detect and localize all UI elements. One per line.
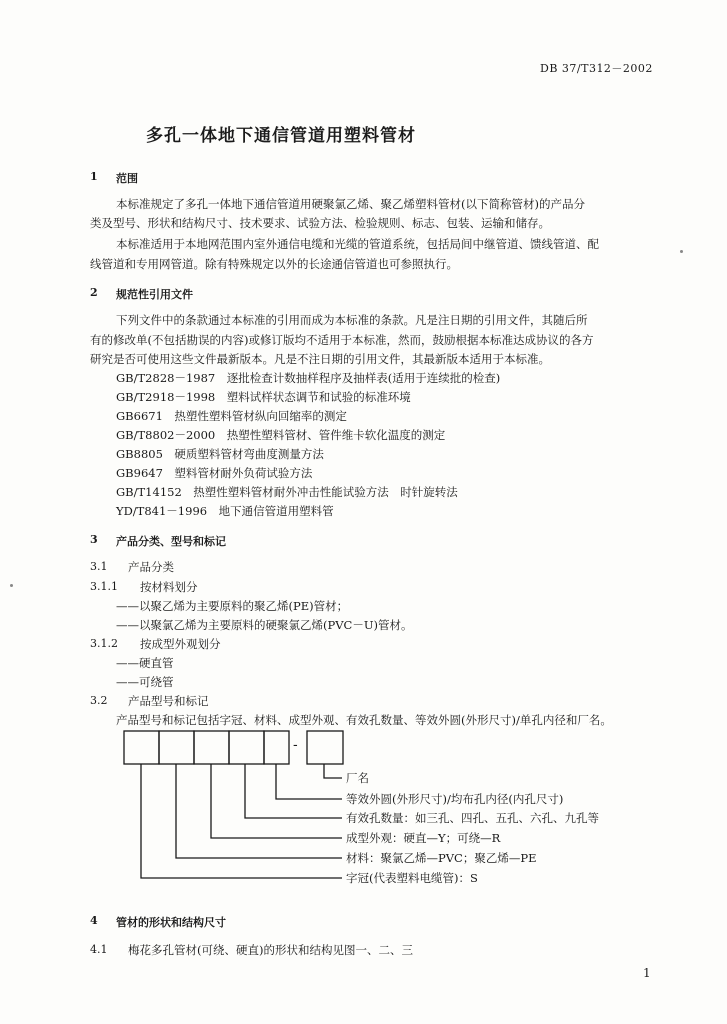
paragraph-line: 有的修改单(不包括勘误的内容)或修订版均不适用于本标准，然而，鼓励根据本标准达成协议的各方	[90, 333, 594, 347]
reference-item: YD/T841－1996 地下通信管道用塑料管	[116, 504, 334, 518]
diagram-dash: -	[293, 736, 298, 752]
subsection-heading: 按材料划分	[140, 580, 198, 594]
diagram-label-diameter: 等效外圆(外形尺寸)/均布孔内径(内孔尺寸)	[346, 792, 564, 806]
paragraph-line: 本标准适用于本地网范围内室外通信电缆和光缆的管道系统，包括局间中继管道、馈线管道、配	[116, 237, 599, 251]
subsection-heading: 按成型外观划分	[140, 637, 221, 651]
paragraph-line: 研究是否可使用这些文件最新版本。凡是不注日期的引用文件，其最新版本适用于本标准。	[90, 352, 550, 366]
subsection-heading: 产品分类	[128, 560, 174, 574]
leader-line	[176, 764, 342, 858]
subsection-heading: 产品型号和标记	[128, 694, 209, 708]
code-box-manufacturer	[307, 731, 343, 764]
diagram-label-form: 成型外观：硬直—Y；可绕—R	[346, 831, 501, 845]
leader-line	[276, 764, 342, 799]
diagram-label-manufacturer: 厂名	[346, 771, 369, 785]
paragraph-line: 下列文件中的条款通过本标准的引用而成为本标准的条款。凡是注日期的引用文件，其随后所	[116, 313, 588, 327]
subsection-number: 3.1.2	[90, 637, 118, 650]
list-item: ——可绕管	[116, 675, 174, 689]
code-box-prefix	[124, 731, 159, 764]
section-number: 1	[90, 170, 98, 183]
leader-line	[141, 764, 342, 878]
page-number: 1	[643, 966, 651, 980]
diagram-label-material: 材料：聚氯乙烯—PVC；聚乙烯—PE	[346, 851, 537, 865]
section-heading: 产品分类、型号和标记	[116, 535, 226, 548]
scan-speck	[680, 250, 683, 253]
reference-item: GB6671 热塑性塑料管材纵向回缩率的测定	[116, 409, 347, 423]
reference-item: GB9647 塑料管材耐外负荷试验方法	[116, 466, 313, 480]
reference-item: GB/T14152 热塑性塑料管材耐外冲击性能试验方法 时针旋转法	[116, 485, 458, 499]
paragraph-line: 类及型号、形状和结构尺寸、技术要求、试验方法、检验规则、标志、包装、运输和储存。	[90, 216, 550, 230]
reference-item: GB8805 硬质塑料管材弯曲度测量方法	[116, 447, 324, 461]
subsection-number: 4.1	[90, 943, 108, 956]
paragraph-line: 产品型号和标记包括字冠、材料、成型外观、有效孔数量、等效外圆(外形尺寸)/单孔内径和厂名。	[116, 713, 612, 727]
diagram-label-holes: 有效孔数量：如三孔、四孔、五孔、六孔、九孔等	[346, 811, 599, 825]
code-box-holes	[229, 731, 264, 764]
section-number: 3	[90, 533, 98, 546]
code-box-form	[194, 731, 229, 764]
leader-line	[324, 764, 342, 778]
section-heading: 规范性引用文件	[116, 288, 193, 301]
section-number: 4	[90, 914, 98, 927]
scan-speck	[10, 584, 13, 587]
list-item: ——以聚氯乙烯为主要原料的硬聚氯乙烯(PVC－U)管材。	[116, 618, 413, 632]
subsection-number: 3.1.1	[90, 580, 118, 593]
reference-item: GB/T2828－1987 逐批检查计数抽样程序及抽样表(适用于连续批的检查)	[116, 371, 501, 385]
paragraph-line: 本标准规定了多孔一体地下通信管道用硬聚氯乙烯、聚乙烯塑料管材(以下简称管材)的产品分	[116, 197, 585, 211]
section-heading: 管材的形状和结构尺寸	[116, 916, 226, 929]
leader-line	[245, 764, 342, 818]
subsection-number: 3.1	[90, 560, 108, 573]
diagram-label-prefix: 字冠(代表塑料电缆管)：S	[346, 871, 478, 885]
reference-item: GB/T2918－1998 塑料试样状态调节和试验的标准环境	[116, 390, 411, 404]
standard-number: DB 37/T312－2002	[540, 62, 653, 75]
code-box-material	[159, 731, 194, 764]
list-item: ——硬直管	[116, 656, 174, 670]
section-heading: 范围	[116, 172, 138, 185]
paragraph-line: 梅花多孔管材(可绕、硬直)的形状和结构见图一、二、三	[128, 943, 413, 957]
code-box-diameter	[264, 731, 289, 764]
subsection-number: 3.2	[90, 694, 108, 707]
list-item: ——以聚乙烯为主要原料的聚乙烯(PE)管材；	[116, 599, 349, 613]
reference-item: GB/T8802－2000 热塑性塑料管材、管件维卡软化温度的测定	[116, 428, 446, 442]
page-title: 多孔一体地下通信管道用塑料管材	[146, 126, 416, 146]
section-number: 2	[90, 286, 98, 299]
paragraph-line: 线管道和专用网管道。除有特殊规定以外的长途通信管道也可参照执行。	[90, 257, 458, 271]
